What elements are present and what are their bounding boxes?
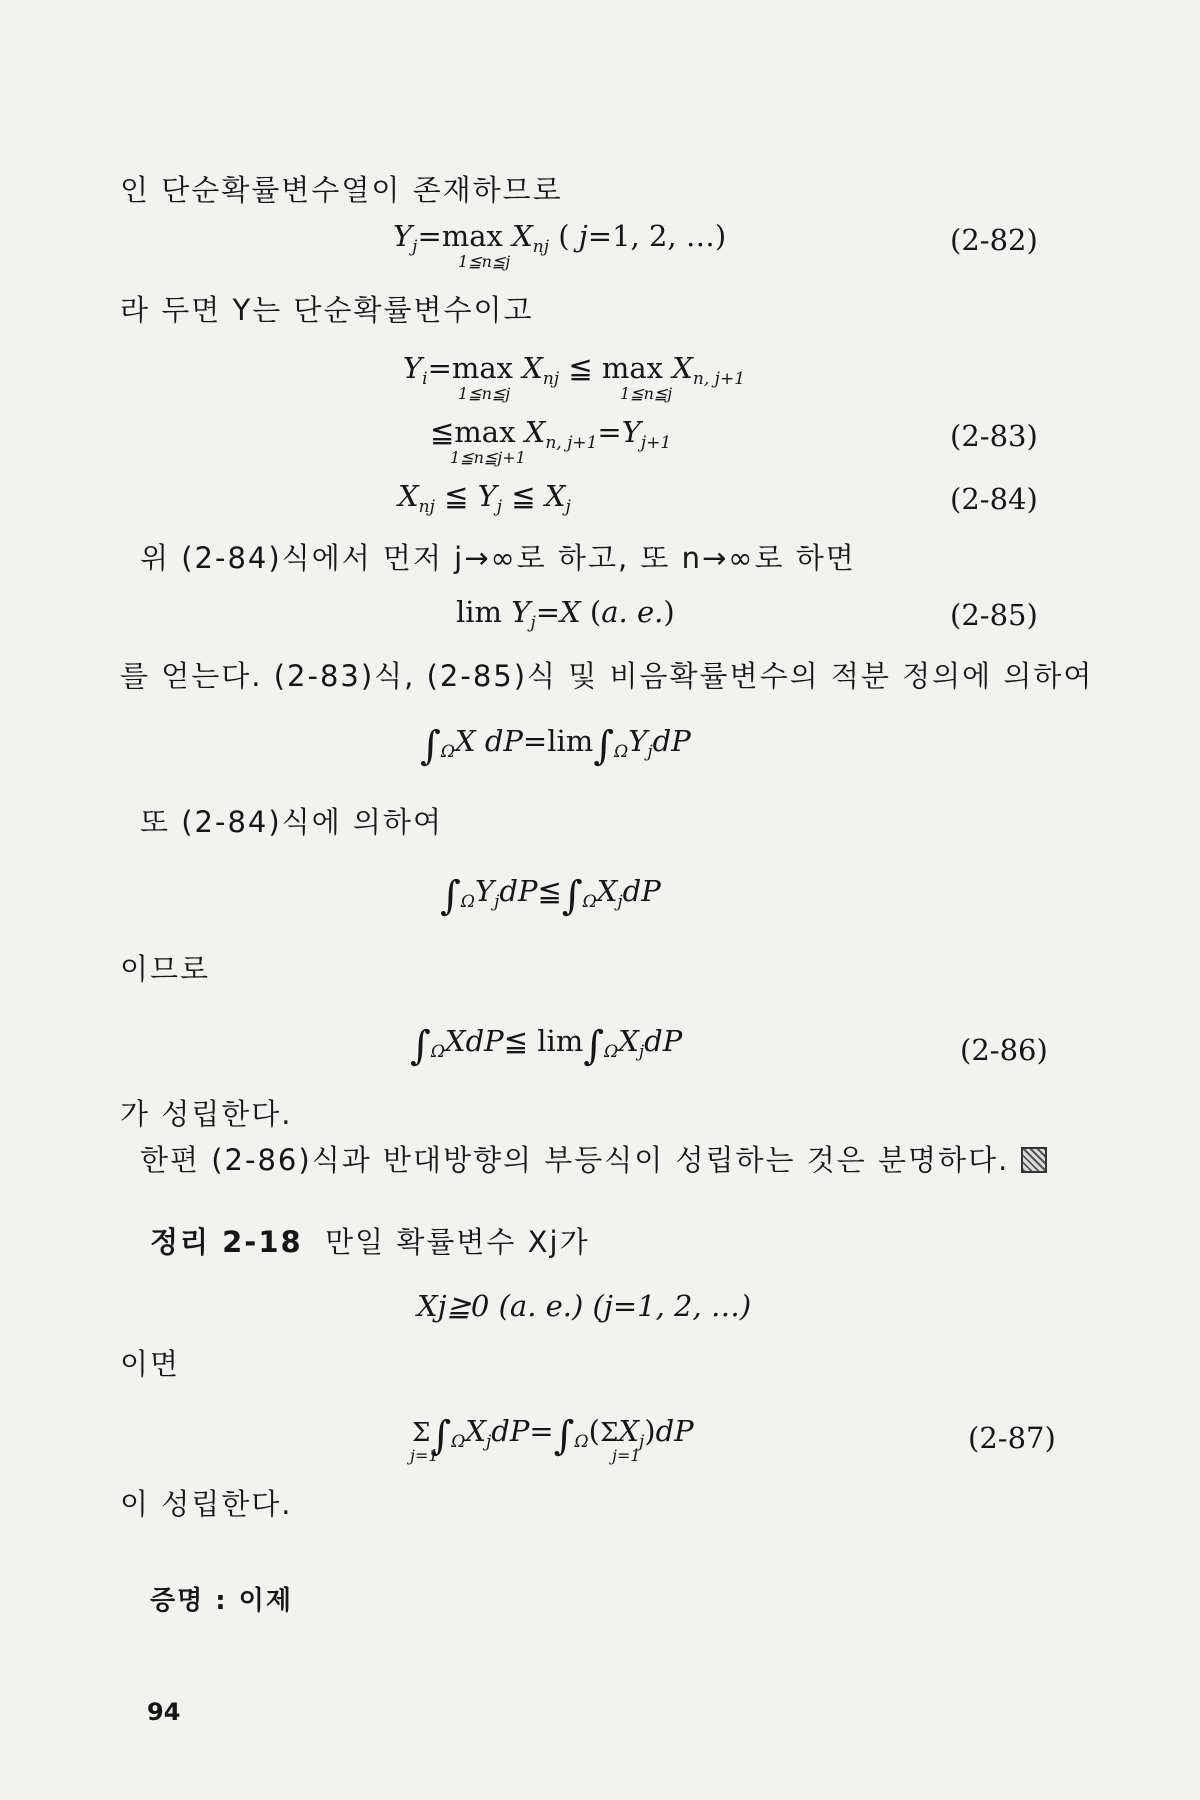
sum-lower-limit: j=1	[612, 1446, 641, 1465]
text-line-10: 이 성립한다.	[120, 1487, 293, 1521]
theorem-text: 만일 확률변수 Xj가	[325, 1225, 590, 1259]
qed-icon	[1021, 1147, 1047, 1173]
text-line-8-content: 한편 (2-86)식과 반대방향의 부등식이 성립하는 것은 분명하다.	[140, 1143, 1010, 1177]
text-line-9: 이면	[120, 1347, 181, 1381]
equation-2-83b: ≦max $X_{n, j+1}=Y_{j+1}$	[430, 415, 672, 453]
text-line-3: 위 (2-84)식에서 먼저 j→∞로 하고, 또 n→∞로 하면	[140, 541, 856, 575]
equation-integral-ineq: $\int_\Omega Y_jdP≦\int_\Omega X_jdP$	[440, 873, 661, 919]
equation-number-2-83: (2-83)	[950, 419, 1038, 453]
equation-number-2-86: (2-86)	[960, 1033, 1048, 1067]
subscript-range: 1≦n≦j+1	[450, 448, 526, 467]
text-line-1: 인 단순확률변수열이 존재하므로	[120, 173, 563, 207]
equation-number-2-85: (2-85)	[950, 598, 1038, 632]
equation-2-83a: $Y_i=\max$ $X_{nj}$ ≦ $\max X_{n, j+1}$	[403, 351, 746, 389]
subscript-range: 1≦n≦j	[458, 252, 511, 271]
text-line-5: 또 (2-84)식에 의하여	[140, 805, 443, 839]
theorem-label: 정리 2-18	[150, 1225, 303, 1259]
equation-2-87: $\Sigma\int_\Omega X_jdP=\int_\Omega(\Sigma X_j)dP$	[412, 1413, 694, 1459]
text-line-7: 가 성립한다.	[120, 1097, 293, 1131]
equation-2-84: $X_{nj}$ ≦ $Y_j$ ≦ $X_j$	[398, 479, 571, 517]
text-line-8	[140, 1143, 1047, 1177]
theorem-condition: Xj≧0 (a. e.) (j=1, 2, …)	[417, 1289, 752, 1323]
subscript-range: 1≦n≦j	[458, 384, 511, 403]
equation-number-2-82: (2-82)	[950, 223, 1038, 257]
proof-heading: 증명 : 이제	[150, 1586, 293, 1616]
subscript-range: 1≦n≦j	[620, 384, 673, 403]
equation-number-2-84: (2-84)	[950, 482, 1038, 516]
text-line-6: 이므로	[120, 952, 211, 986]
sum-lower-limit: j=1	[410, 1446, 439, 1465]
text-line-4: 를 얻는다. (2-83)식, (2-85)식 및 비음확률변수의 적분 정의에 의하여	[120, 659, 1094, 693]
equation-2-82: $Y_j=\max$ $X_{nj}$ ( j=1, 2, …)	[393, 219, 727, 257]
equation-number-2-87: (2-87)	[968, 1421, 1056, 1455]
equation-integral-limit: $\int_\Omega X$ $dP=\lim\int_\Omega Y_jdP$	[420, 723, 691, 769]
equation-2-86: $\int_\Omega XdP≦$ $\lim\int_\Omega X_jdP$	[410, 1023, 683, 1069]
theorem-heading	[150, 1225, 590, 1259]
equation-2-85: $\lim Y_j=X$ (a. e.)	[456, 595, 675, 633]
page-number: 94	[147, 1698, 181, 1726]
text-line-2: 라 두면 Y는 단순확률변수이고	[120, 293, 534, 327]
